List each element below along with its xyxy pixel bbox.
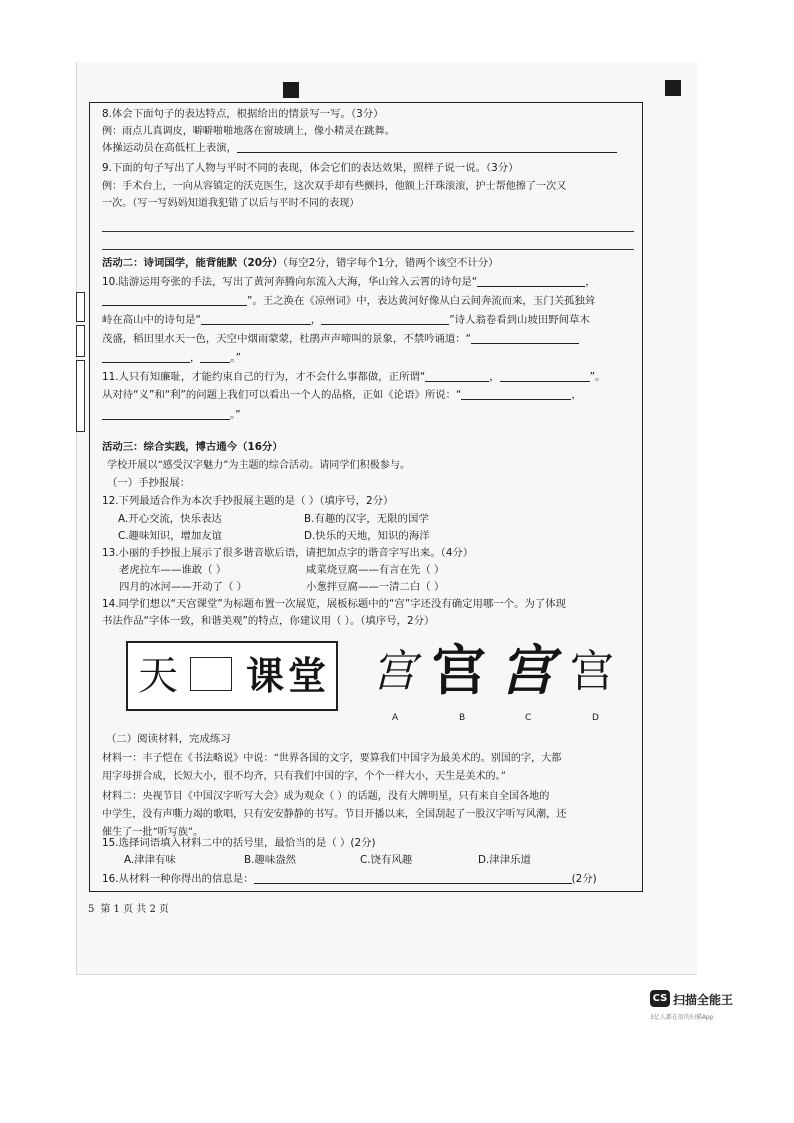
answer-blank[interactable] (461, 389, 571, 400)
q14-line1: 14.同学们想以“天宫课堂”为标题布置一次展览，展板标题中的“宫”字还没有确定用哪一个。为了体现 (102, 598, 567, 610)
missing-char-box[interactable] (190, 657, 232, 691)
q9-prompt: 9.下面的句子写出了人物与平时不同的表现，体会它们的表达效果，照样子说一说。（3分） (102, 162, 519, 174)
q9-example-line1: 例：手术台上，一向从容镇定的沃克医生，这次双手却有些颤抖，他额上汗珠滚滚，护士帮他擦了一次又 (102, 181, 567, 192)
q12-option-d[interactable]: D.快乐的天地，知识的海洋 (304, 530, 430, 542)
q16-prompt: 16.从材料一种你得出的信息是： (2分) (102, 873, 597, 885)
activity3-heading: 活动三：综合实践，博古通今（16分） (102, 441, 283, 453)
camscanner-logo-icon: CS (650, 990, 670, 1007)
q8-example: 例：雨点儿真调皮，噼噼啪啪地落在窗玻璃上，像小精灵在跳舞。 (102, 126, 395, 137)
answer-blank[interactable] (471, 333, 579, 344)
q8-scene: 体操运动员在高低杠上表演， (102, 142, 617, 155)
page-edge-char: 5 (88, 904, 95, 915)
camscanner-tagline: 3亿人都在用的扫描App (650, 1014, 714, 1021)
binding-tab (76, 325, 85, 357)
q12-option-c[interactable]: C.趣味知识，增加友谊 (118, 530, 223, 542)
page-number: 第 1 页 共 2 页 (100, 904, 169, 915)
q10-line5: ， 。” (102, 352, 241, 365)
q13-prompt: 13.小丽的手抄报上展示了很多谐音歇后语，请把加点字的谐音字写出来。（4分） (102, 547, 474, 559)
title-board (126, 641, 338, 711)
answer-blank[interactable] (102, 352, 190, 363)
q14-line2: 书法作品“字体一致，和谐美观”的特点，你建议用（ ）。（填序号，2分） (102, 615, 435, 627)
answer-blank[interactable] (425, 371, 489, 382)
q11-line3: 。” (102, 409, 241, 422)
answer-blank[interactable] (201, 314, 311, 325)
answer-blank[interactable] (102, 409, 230, 420)
q9-example-line2: 一次。（写一写妈妈知道我犯错了以后与平时不同的表现） (102, 198, 360, 209)
answer-blank[interactable] (237, 142, 617, 153)
q8-prompt: 8.体会下面句子的表达特点，根据给出的情景写一写。（3分） (102, 108, 384, 120)
answer-blank[interactable] (500, 371, 590, 382)
q11-line1: 11.人只有知廉耻，才能约束自己的行为，才不会什么事都做，正所谓“ ， ”。 (102, 371, 606, 383)
material1-line2: 用字母拼合成，长短大小，很不均齐，只有我们中国的字，个个一样大小，天生是美术的。” (102, 771, 506, 782)
q11-line2: 从对待“义”和“利”的问题上我们可以看出一个人的品格，正如《论语》所说：“ ， (102, 389, 582, 401)
answer-blank[interactable] (200, 352, 230, 363)
binding-tab (76, 292, 85, 322)
title-char-tang: 堂 (288, 653, 327, 698)
answer-blank[interactable] (321, 314, 449, 325)
activity3-intro: 学校开展以“感受汉字魅力”为主题的综合活动。请同学们积极参与。 (107, 460, 411, 471)
material2-line3: 催生了一批“听写族”。 (102, 827, 204, 838)
option-letter-b: B (459, 713, 466, 723)
answer-line[interactable] (102, 249, 634, 250)
answer-line[interactable] (102, 231, 634, 232)
answer-blank[interactable] (102, 295, 247, 306)
option-letter-c: C (525, 713, 532, 723)
q12-option-b[interactable]: B.有趣的汉字，无限的国学 (304, 513, 429, 525)
q15-option-c[interactable]: C.饶有风趣 (360, 854, 413, 866)
q13-item: 老虎拉车——谁敢（ ） (119, 564, 227, 576)
q10-line2: ”。王之涣在《凉州词》中，表达黄河好像从白云间奔流而来，玉门关孤独耸 (102, 295, 595, 308)
registration-mark-right (665, 80, 681, 96)
q10-line1: 10.陆游运用夸张的手法，写出了黄河奔腾向东流入大海，华山耸入云霄的诗句是“ ， (102, 276, 596, 288)
callig-option-b[interactable]: 宫 (432, 638, 486, 702)
answer-blank[interactable] (254, 873, 572, 884)
callig-option-c[interactable]: 宫 (500, 638, 554, 702)
callig-option-d[interactable]: 宫 (570, 646, 614, 697)
q13-item: 咸菜烧豆腐——有言在先（ ） (306, 564, 445, 576)
part2-heading: （二）阅读材料，完成练习 (106, 733, 231, 745)
q15-prompt: 15.选择词语填入材料二中的括号里，最恰当的是（ ）(2分) (102, 837, 376, 849)
registration-mark-left (283, 82, 299, 98)
material1-line1: 材料一：丰子恺在《书法略说》中说：“世界各国的文字，要算我们中国字为最美术的。别国的字，大都 (102, 753, 562, 764)
page-footer (88, 900, 169, 915)
q10-line3: 峙在高山中的诗句是“ ， ”诗人翁卷看到山坡田野间草木 (102, 314, 590, 326)
q12-prompt: 12.下列最适合作为本次手抄报展主题的是（ ）（填序号，2分） (102, 495, 394, 507)
q15-option-a[interactable]: A.津津有味 (124, 854, 176, 866)
option-letter-d: D (592, 713, 599, 723)
q12-option-a[interactable]: A.开心交流，快乐表达 (118, 513, 222, 525)
material2-line1: 材料二：央视节目《中国汉字听写大会》成为观众（ ）的话题，没有大牌明星，只有来自全国各地的 (102, 791, 550, 802)
answer-blank[interactable] (477, 276, 585, 287)
q15-option-d[interactable]: D.津津乐道 (478, 854, 531, 866)
q10-line4: 茂盛，稻田里水天一色，天空中烟雨蒙蒙，杜鹃声声啼叫的景象，不禁吟诵道：“ (102, 333, 579, 346)
binding-tab (76, 360, 85, 432)
q13-item: 四月的冰河——开动了（ ） (119, 581, 247, 593)
option-letter-a: A (392, 713, 399, 723)
q15-option-b[interactable]: B.趣味盎然 (244, 854, 296, 866)
part1-heading: （一）手抄报展： (107, 477, 191, 489)
activity2-heading: 活动二：诗词国学，能背能默（20分）（每空2分，错字每个1分，错两个该空不计分） (102, 257, 499, 269)
q13-item: 小葱拌豆腐——一清二白（ ） (306, 581, 445, 593)
title-char-ke: 课 (246, 653, 285, 698)
camscanner-name: 扫描全能王 (673, 993, 734, 1007)
callig-option-a[interactable]: 宫 (372, 646, 416, 697)
material2-line2: 中学生，没有声嘶力竭的歌唱，只有安安静静的书写。节目开播以来，全国刮起了一股汉字听写风潮，还 (102, 809, 567, 820)
title-char-tian: 天 (138, 653, 178, 699)
